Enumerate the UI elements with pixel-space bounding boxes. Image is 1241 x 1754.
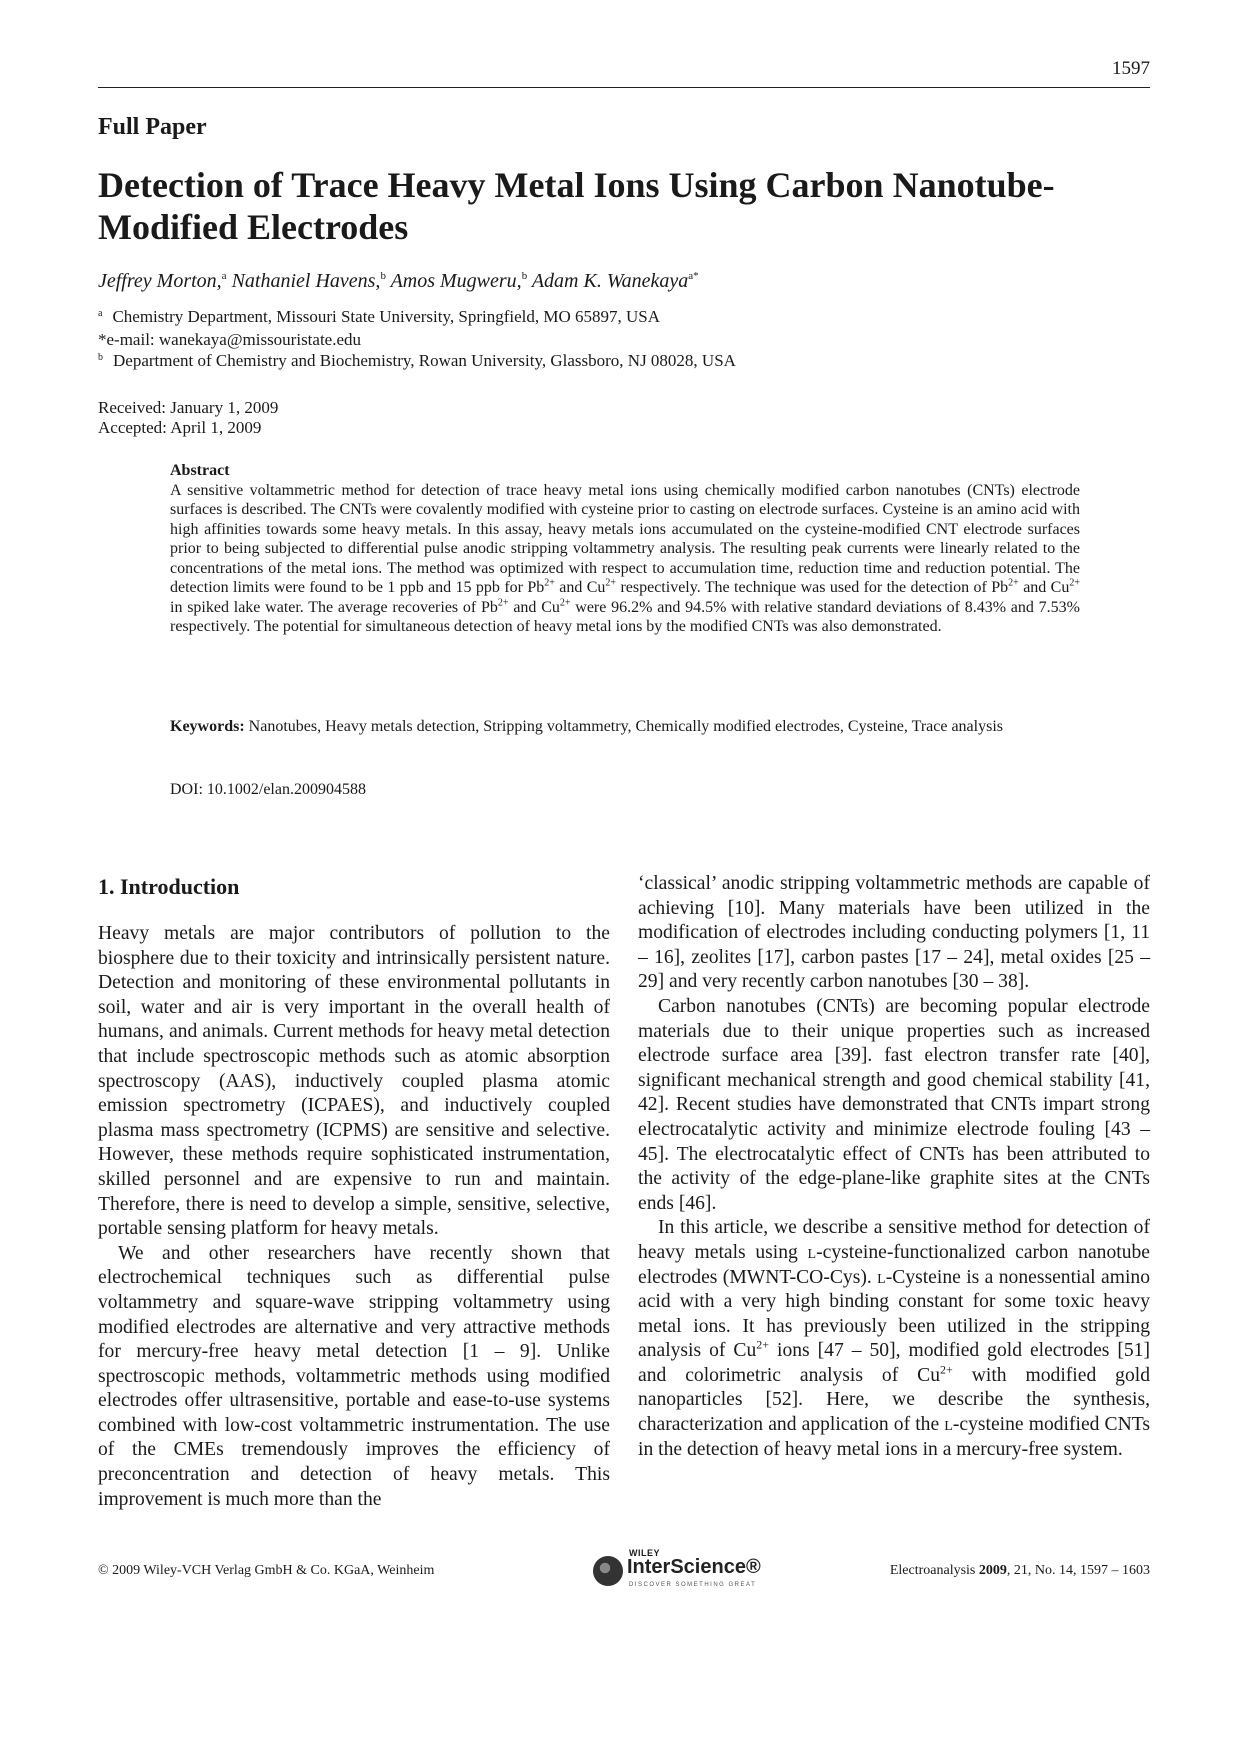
dates-block bbox=[98, 398, 278, 438]
author-name: Amos Mugweru, bbox=[390, 270, 522, 292]
author-list bbox=[98, 270, 699, 293]
affiliation-text: Department of Chemistry and Biochemistry, Rowan University, Glassboro, NJ 08028, USA bbox=[113, 351, 736, 370]
section-heading-introduction: 1. Introduction bbox=[98, 874, 240, 899]
keywords-label: Keywords: bbox=[170, 718, 245, 735]
abstract bbox=[170, 461, 1080, 637]
affiliation-text: Chemistry Department, Missouri State University, Springfield, MO 65897, USA bbox=[112, 307, 661, 326]
affiliation-mark: a bbox=[221, 270, 227, 282]
globe-icon bbox=[593, 1556, 623, 1586]
affiliation-mark: b bbox=[380, 270, 386, 282]
affiliation-a bbox=[98, 307, 660, 327]
logo-tagline: DISCOVER SOMETHING GREAT bbox=[629, 1582, 757, 1588]
body-paragraph: We and other researchers have recently shown that electrochemical techniques such as differential pulse voltammetry and square-wave stripping voltammetry using modified electrodes are alternative and very attractive methods for mercury-free heavy metal detection [1 – 9]. Unlike spectroscopic methods, voltammetric methods using modified electrodes offer ultrasensitive, portable and ease-to-use systems combined with low-cost voltammetric instrumentation. The use of the CMEs tremendously improves the efficiency of preconcentration and detection of heavy metals. This improvement is much more than the bbox=[98, 1242, 610, 1510]
interscience-logo bbox=[593, 1546, 763, 1592]
affiliation-mark: a bbox=[98, 308, 103, 319]
doi: DOI: 10.1002/elan.200904588 bbox=[170, 781, 366, 798]
copyright-notice: © 2009 Wiley-VCH Verlag GmbH & Co. KGaA, Weinheim bbox=[98, 1563, 435, 1578]
affiliation-mark: a* bbox=[688, 270, 699, 282]
keywords bbox=[170, 717, 1080, 737]
body-paragraph: Carbon nanotubes (CNTs) are becoming popular electrode materials due to their unique properties such as increased electrode surface area [39]. fast electron transfer rate [40], significant mechanical strength and good chemical stability [41, 42]. Recent studies have demonstrated that CNTs impart strong electrocatalytic activity and minimize electrode fouling [43 – 45]. The electrocatalytic effect of CNTs has been attributed to the activity of the edge-plane-like graphite sites at the CNTs ends [46]. bbox=[638, 995, 1150, 1214]
affiliation-mark: b bbox=[98, 352, 103, 363]
body-column-right bbox=[638, 872, 1150, 1462]
body-paragraph: Heavy metals are major contributors of pollution to the biosphere due to their toxicity and intrinsically persistent nature. Detection and monitoring of these environmental pollutants in soil, water and air is very important in the overall health of humans, and animals. Current methods for heavy metal detection that include spectroscopic methods such as atomic absorption spectroscopy (AAS), inductively coupled plasma atomic emission spectrometry (ICPAES), and inductively coupled plasma mass spectrometry (ICPMS) are sensitive and selective. However, these methods require sophisticated instrumentation, skilled personnel and are expensive to run and maintain. Therefore, there is need to develop a simple, sensitive, selective, portable sensing platform for heavy metals. bbox=[98, 923, 610, 1240]
corresponding-email: *e-mail: wanekaya@missouristate.edu bbox=[98, 330, 362, 349]
author-name: Adam K. Wanekaya bbox=[531, 270, 689, 292]
body-paragraph: In this article, we describe a sensitive method for detection of heavy metals using l-cysteine-functionalized carbon nanotube electrodes (MWNT-CO-Cys). l-Cysteine is a nonessential amino acid with a very high binding constant for some toxic heavy metal ions. It has previously been utilized in the stripping analysis of $Cu^{2+}$ ions [47 – 50], modified gold electrodes [51] and colorimetric analysis of $Cu^{2+}$ with modified gold nanoparticles [52]. Here, we describe the synthesis, characterization and application of the l-cysteine modified CNTs in the detection of heavy metal ions in a mercury-free system. bbox=[638, 1217, 1151, 1460]
section-label: Full Paper bbox=[98, 114, 207, 140]
header-rule bbox=[98, 87, 1150, 88]
author-name: Nathaniel Havens, bbox=[231, 270, 381, 292]
abstract-text: A sensitive voltammetric method for detection of trace heavy metal ions using chemically modified carbon nanotubes (CNTs) electrode surfaces is described. The CNTs were covalently modified with cysteine prior to casting on electrode surfaces. Cysteine is an amino acid with high affinities towards some heavy metals. In this assay, heavy metals ions accumulated on the cysteine-modified CNT electrode surfaces prior to being subjected to differential pulse anodic stripping voltammetry analysis. The resulting peak currents were linearly related to the concentrations of the metal ions. The method was optimized with respect to accumulation time, reduction time and reduction potential. The detection limits were found to be 1 ppb and 15 ppb for $Pb^{2+}$ and $Cu^{2+}$ respectively. The technique was used for the detection of $Pb^{2+}$ and $Cu^{2+}$ in spiked lake water. The average recoveries of $Pb^{2+}$ and $Cu^{2+}$ were 96.2% and 94.5% with relative standard deviations of 8.43% and 7.53% respectively. The potential for simultaneous detection of heavy metal ions by the modified CNTs was also demonstrated. bbox=[170, 481, 1081, 635]
body-column-left bbox=[98, 922, 610, 1512]
logo-wiley-text: WILEY bbox=[629, 1548, 660, 1558]
page-number: 1597 bbox=[1112, 58, 1150, 79]
paper-title: Detection of Trace Heavy Metal Ions Using Carbon Nanotube-Modified Electrodes bbox=[98, 165, 1055, 247]
keywords-text: Nanotubes, Heavy metals detection, Stripping voltammetry, Chemically modified electrodes, Cysteine, Trace analysis bbox=[244, 718, 1003, 735]
received-date: Received: January 1, 2009 bbox=[98, 398, 279, 417]
affiliation-mark: b bbox=[521, 270, 528, 282]
body-paragraph: ‘classical’ anodic stripping voltammetric methods are capable of achieving [10]. Many materials have been utilized in the modification of electrodes including conducting polymers [1, 11 – 16], zeolites [17], carbon pastes [17 – 24], metal oxides [25 – 29] and very recently carbon nanotubes [30 – 38]. bbox=[638, 873, 1150, 993]
journal-citation: Electroanalysis 2009, 21, No. 14, 1597 – 1603 bbox=[889, 1563, 1150, 1578]
affiliation-b bbox=[98, 351, 736, 371]
abstract-heading: Abstract bbox=[170, 462, 230, 479]
author-name: Jeffrey Morton, bbox=[98, 270, 222, 292]
accepted-date: Accepted: April 1, 2009 bbox=[98, 418, 262, 437]
logo-main-text: InterScience® bbox=[627, 1556, 761, 1578]
